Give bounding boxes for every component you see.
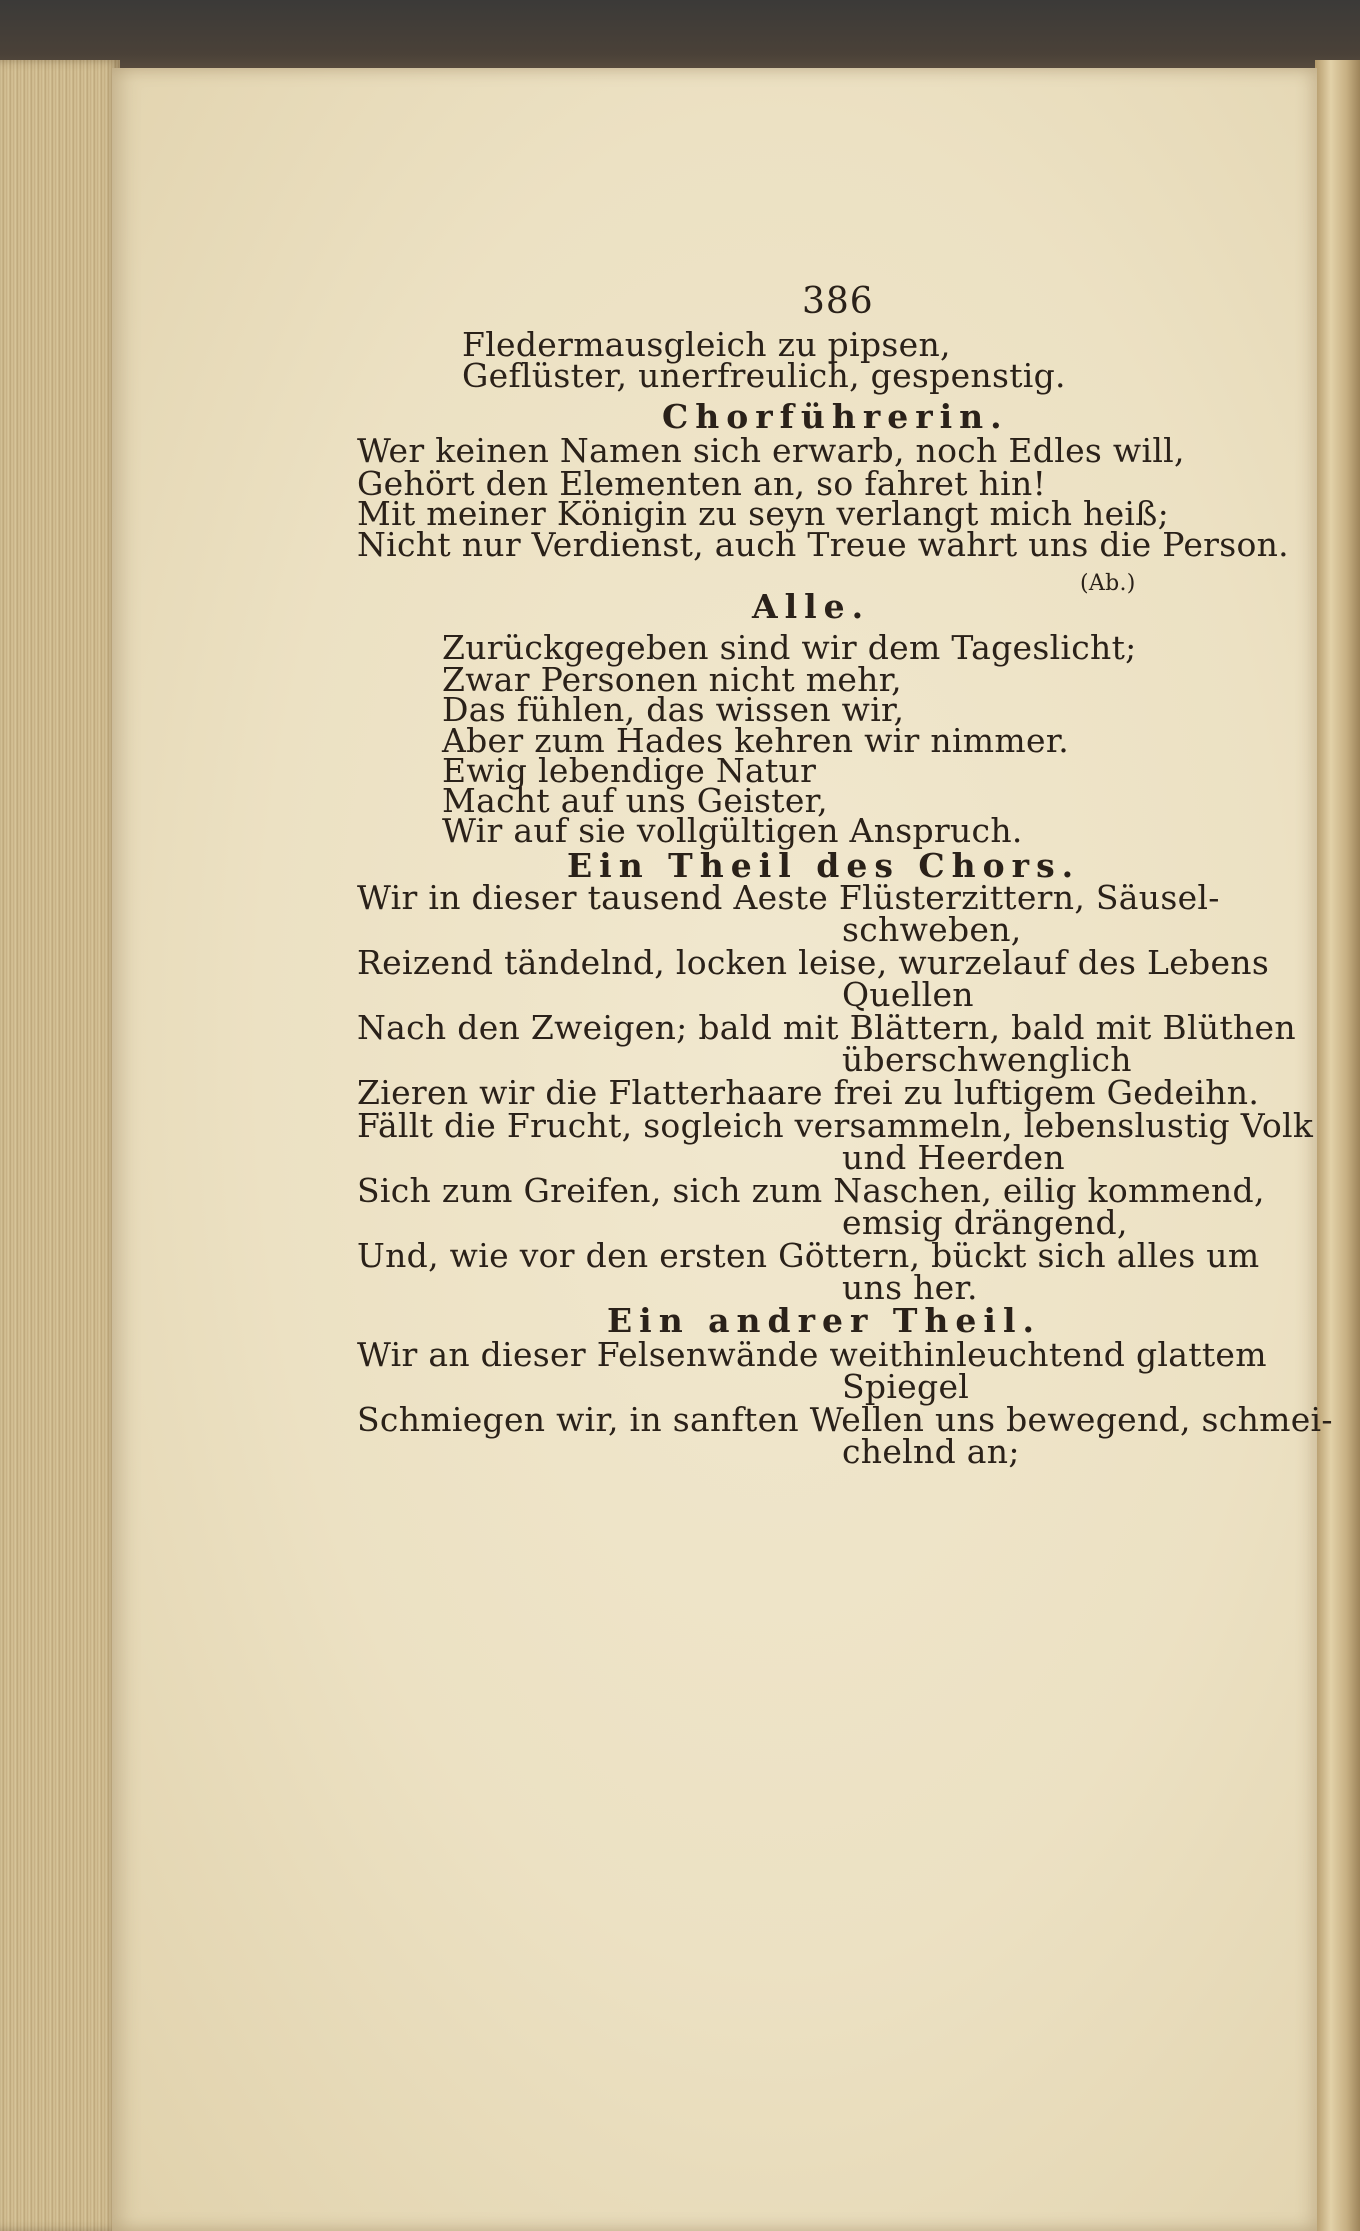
text-line-continuation: emsig drängend, bbox=[842, 1203, 1128, 1242]
text-line-continuation: überschwenglich bbox=[842, 1040, 1132, 1079]
text-line: Wir auf sie vollgültigen Anspruch. bbox=[442, 811, 1023, 850]
text-line-continuation: schweben, bbox=[842, 910, 1022, 949]
text-line: Und, wie vor den ersten Göttern, bückt sich alles um bbox=[357, 1236, 1260, 1275]
page-number: 386 bbox=[802, 281, 874, 322]
text-line: Fällt die Frucht, sogleich versammeln, lebenslustig Volk bbox=[357, 1106, 1314, 1145]
text-line-continuation: chelnd an; bbox=[842, 1432, 1020, 1471]
text-line: Geflüster, unerfreulich, gespenstig. bbox=[462, 356, 1066, 395]
text-line-continuation: Spiegel bbox=[842, 1367, 970, 1406]
text-line: Nicht nur Verdienst, auch Treue wahrt uns die Person. bbox=[357, 525, 1289, 564]
text-line: Nach den Zweigen; bald mit Blättern, bald mit Blüthen bbox=[357, 1008, 1296, 1047]
text-line: Sich zum Greifen, sich zum Naschen, eilig kommend, bbox=[357, 1171, 1265, 1210]
text-line: Zwar Personen nicht mehr, bbox=[442, 660, 902, 699]
text-line-continuation: Quellen bbox=[842, 975, 974, 1014]
text-line-continuation: und Heerden bbox=[842, 1138, 1065, 1177]
book-page bbox=[112, 68, 1333, 2231]
text-line: Zurückgegeben sind wir dem Tageslicht; bbox=[442, 628, 1137, 667]
text-line: Macht auf uns Geister, bbox=[442, 781, 828, 820]
text-line: Aber zum Hades kehren wir nimmer. bbox=[442, 721, 1070, 760]
speaker-heading: Ein Theil des Chors. bbox=[567, 846, 1081, 885]
text-line: Gehört den Elementen an, so fahret hin! bbox=[357, 464, 1047, 503]
text-line: Ewig lebendige Natur bbox=[442, 751, 817, 790]
text-line: Wir an dieser Felsenwände weithinleuchtend glattem bbox=[357, 1335, 1267, 1374]
text-line: Fledermausgleich zu pipsen, bbox=[462, 325, 951, 364]
next-page-edge bbox=[1315, 60, 1360, 2231]
speaker-heading: Ein andrer Theil. bbox=[607, 1301, 1041, 1340]
stage-direction: (Ab.) bbox=[1080, 571, 1136, 596]
text-line: Wer keinen Namen sich erwarb, noch Edles will, bbox=[357, 431, 1185, 470]
text-line: Das fühlen, das wissen wir, bbox=[442, 690, 905, 729]
text-line-continuation: uns her. bbox=[842, 1268, 978, 1307]
text-line: Reizend tändelnd, locken leise, wurzelauf des Lebens bbox=[357, 943, 1270, 982]
text-line: Zieren wir die Flatterhaare frei zu luftigem Gedeihn. bbox=[357, 1073, 1260, 1112]
text-line: Schmiegen wir, in sanften Wellen uns bewegend, schmei- bbox=[357, 1400, 1333, 1439]
page-edges bbox=[0, 60, 120, 2231]
speaker-heading: Chorführerin. bbox=[662, 397, 1009, 436]
speaker-heading: Alle. bbox=[752, 587, 871, 626]
text-line: Mit meiner Königin zu seyn verlangt mich heiß; bbox=[357, 494, 1170, 533]
text-line: Wir in dieser tausend Aeste Flüsterzittern, Säusel- bbox=[357, 878, 1220, 917]
